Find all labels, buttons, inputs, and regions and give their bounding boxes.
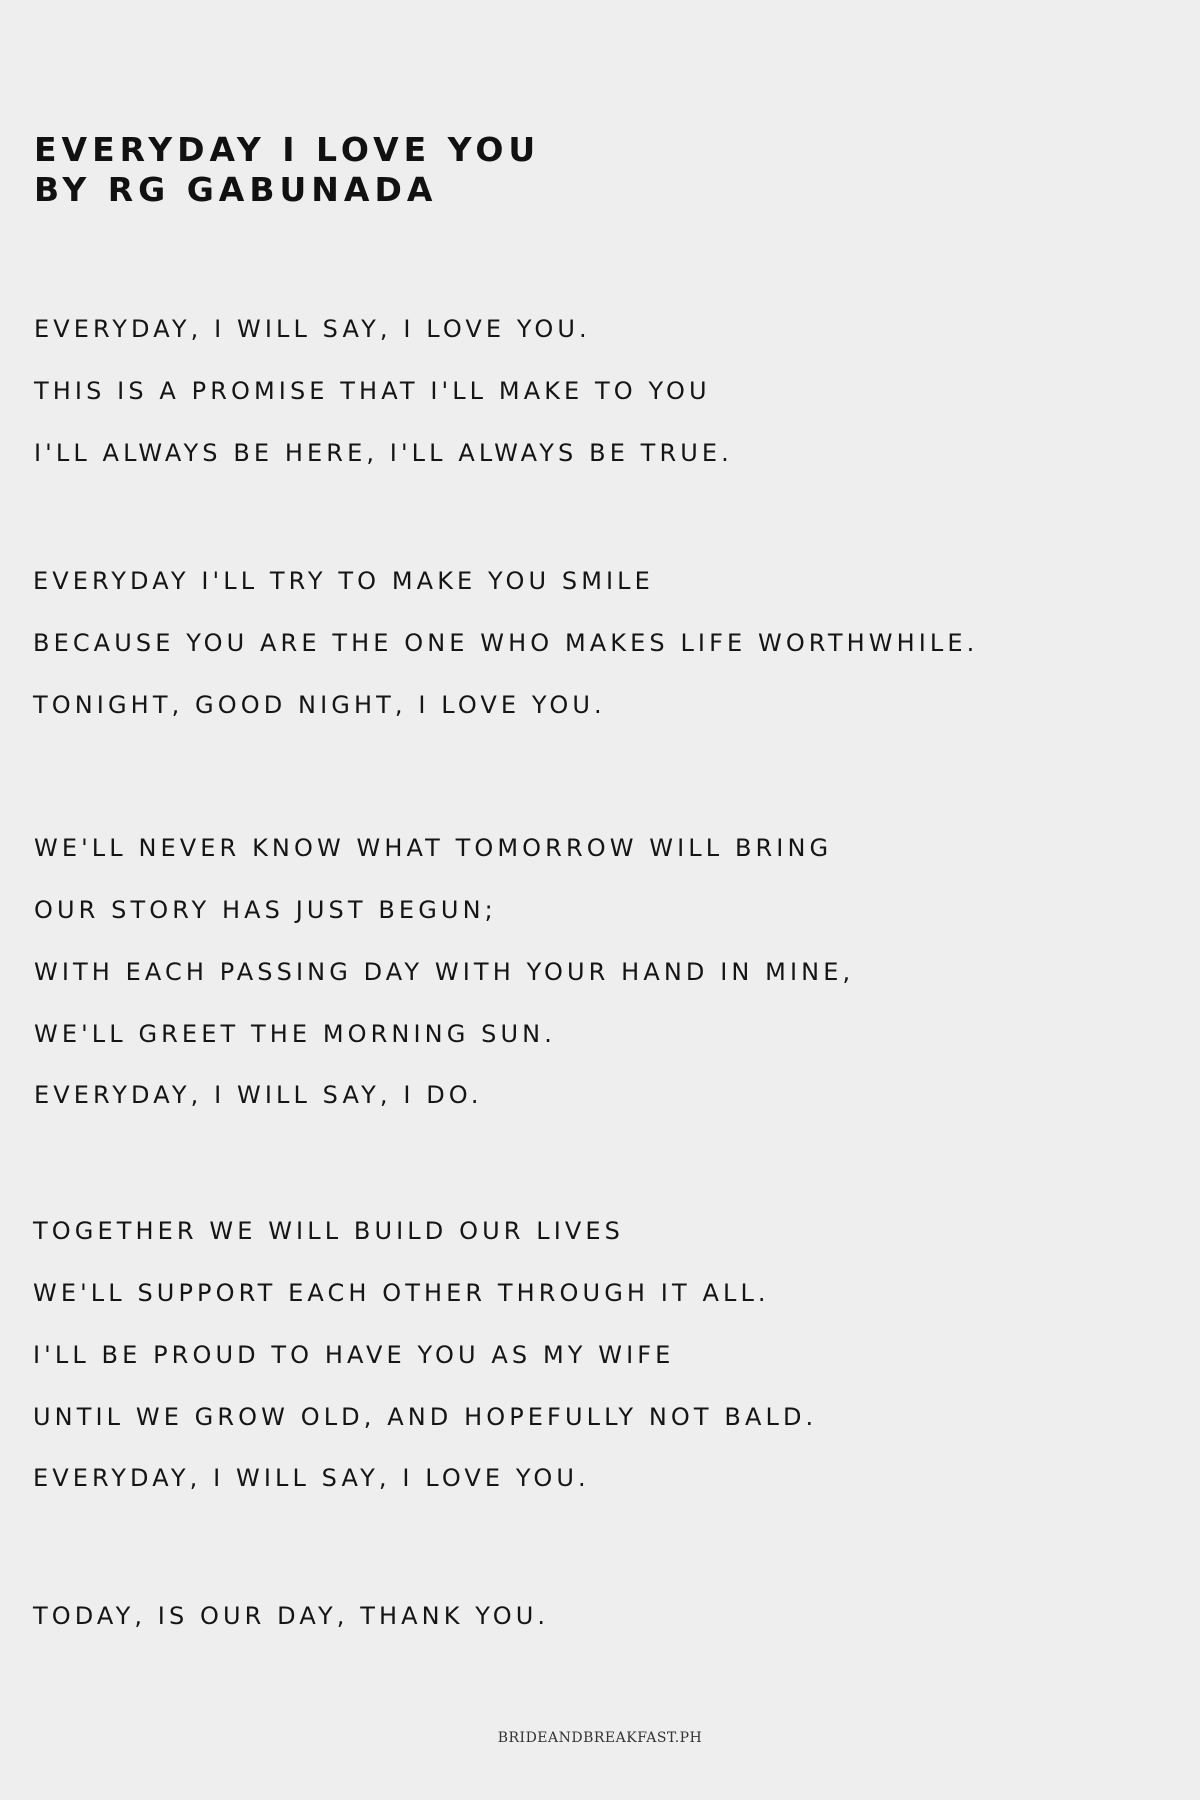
stanza-4-line-2: WE'LL SUPPORT EACH OTHER THROUGH IT ALL.	[33, 1279, 770, 1307]
stanza-3-line-5: EVERYDAY, I WILL SAY, I DO.	[34, 1081, 483, 1109]
stanza-4-line-5: EVERYDAY, I WILL SAY, I LOVE YOU.	[33, 1464, 590, 1492]
stanza-3-line-4: WE'LL GREET THE MORNING SUN.	[34, 1020, 556, 1048]
stanza-2-line-3: TONIGHT, GOOD NIGHT, I LOVE YOU.	[33, 691, 606, 719]
footer-credit: BRIDEANDBREAKFAST.PH	[497, 1730, 703, 1746]
stanza-1-line-3: I'LL ALWAYS BE HERE, I'LL ALWAYS BE TRUE.	[34, 439, 733, 467]
stanza-4-line-4: UNTIL WE GROW OLD, AND HOPEFULLY NOT BALD.	[33, 1403, 818, 1431]
poem-title	[34, 130, 540, 210]
stanza-3-line-2: OUR STORY HAS JUST BEGUN;	[34, 896, 497, 924]
poem-title-line: EVERYDAY I LOVE YOU	[34, 130, 541, 169]
poem-author-line: BY RG GABUNADA	[34, 170, 438, 209]
stanza-3-line-3: WITH EACH PASSING DAY WITH YOUR HAND IN MINE,	[34, 958, 855, 986]
stanza-4-line-1: TOGETHER WE WILL BUILD OUR LIVES	[33, 1217, 625, 1245]
stanza-1-line-1: EVERYDAY, I WILL SAY, I LOVE YOU.	[34, 315, 591, 343]
stanza-2-line-2: BECAUSE YOU ARE THE ONE WHO MAKES LIFE WORTHWHILE.	[33, 629, 979, 657]
stanza-1-line-2: THIS IS A PROMISE THAT I'LL MAKE TO YOU	[34, 377, 711, 405]
stanza-3-line-1: WE'LL NEVER KNOW WHAT TOMORROW WILL BRING	[34, 834, 833, 862]
stanza-2-line-1: EVERYDAY I'LL TRY TO MAKE YOU SMILE	[33, 567, 654, 595]
stanza-4-line-3: I'LL BE PROUD TO HAVE YOU AS MY WIFE	[33, 1341, 675, 1369]
stanza-5-line-1: TODAY, IS OUR DAY, THANK YOU.	[33, 1602, 550, 1630]
